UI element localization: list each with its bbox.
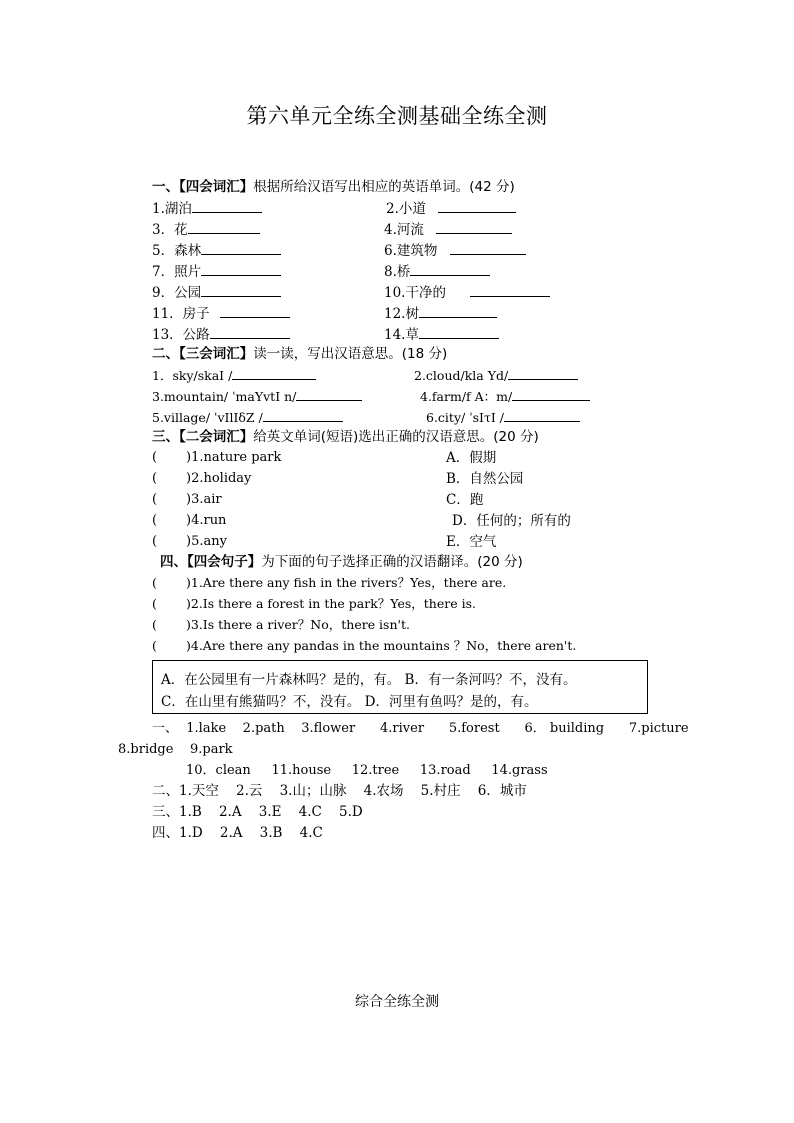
section2-instructions: 读一读，写出汉语意思。(18 分) bbox=[253, 346, 448, 362]
section4-heading bbox=[160, 553, 523, 571]
answers-line-1: 一、 1.lake 2.path 3.flower 4.river 5.forest 6． building 7.picture bbox=[152, 721, 689, 736]
s3-item-2[interactable]: ( )2.holiday bbox=[152, 471, 252, 486]
s3-item-1[interactable]: ( )1.nature park bbox=[152, 450, 282, 465]
section2-tag: 【三会词汇】 bbox=[179, 346, 254, 362]
s3-option-b: B．自然公园 bbox=[446, 471, 524, 487]
answer-blank[interactable] bbox=[438, 199, 516, 213]
answer-blank[interactable] bbox=[201, 283, 281, 297]
answers-line-3: 10．clean 11.house 12.tree 13.road 14.grass bbox=[186, 763, 548, 778]
s3-item-4[interactable]: ( )4.run bbox=[152, 513, 227, 528]
answer-blank[interactable] bbox=[192, 199, 262, 213]
answer-blank[interactable] bbox=[504, 408, 580, 422]
s4-item-2[interactable]: ( )2.Is there a forest in the park？Yes，there is. bbox=[152, 596, 476, 611]
s3-option-a: A．假期 bbox=[446, 450, 497, 466]
section4-instructions: 为下面的句子选择正确的汉语翻译。(20 分) bbox=[261, 554, 523, 570]
s2-item-5: 5.village/ ˈvIlIδZ / bbox=[152, 408, 343, 427]
s1-item-5: 5．森林 bbox=[152, 241, 281, 260]
s3-option-e: E．空气 bbox=[446, 534, 497, 550]
section3-tag: 【二会词汇】 bbox=[179, 429, 254, 445]
answer-blank[interactable] bbox=[419, 304, 497, 318]
answer-blank[interactable] bbox=[508, 366, 578, 380]
section2-heading bbox=[152, 345, 447, 363]
s4-item-3[interactable]: ( )3.Is there a river？No，there isn't. bbox=[152, 617, 410, 632]
answers-line-2: 8.bridge 9.park bbox=[118, 742, 233, 757]
s3-option-c: C．跑 bbox=[446, 492, 484, 508]
section1-heading bbox=[152, 178, 515, 196]
section1-instructions: 根据所给汉语写出相应的英语单词。(42 分) bbox=[253, 179, 515, 195]
s1-item-6: 6.建筑物 bbox=[384, 241, 526, 260]
answer-blank[interactable] bbox=[296, 387, 362, 401]
s1-item-7: 7．照片 bbox=[152, 262, 281, 281]
s1-item-13: 13．公路 bbox=[152, 325, 290, 344]
answer-blank[interactable] bbox=[410, 262, 490, 276]
s1-item-4: 4.河流 bbox=[384, 220, 512, 239]
s1-item-3: 3．花 bbox=[152, 220, 260, 239]
s2-item-1: 1．sky/skaI / bbox=[152, 366, 316, 385]
s2-item-4: 4.farm/f A：m/ bbox=[420, 387, 590, 406]
answer-blank[interactable] bbox=[201, 241, 281, 255]
answer-blank[interactable] bbox=[450, 241, 526, 255]
s4-item-4[interactable]: ( )4.Are there any pandas in the mountains ？No，there aren't. bbox=[152, 638, 577, 653]
options-box bbox=[152, 660, 648, 714]
options-row-1: A．在公园里有一片森林吗？是的，有。 B．有一条河吗？不，没有。 bbox=[161, 672, 577, 688]
s1-item-10: 10.干净的 bbox=[384, 283, 550, 302]
s3-item-3[interactable]: ( )3.air bbox=[152, 492, 222, 507]
answer-blank[interactable] bbox=[419, 325, 499, 339]
s2-item-6: 6.city/ ˈsIτI / bbox=[426, 408, 580, 427]
answer-blank[interactable] bbox=[470, 283, 550, 297]
answer-blank[interactable] bbox=[512, 387, 590, 401]
footer-title: 综合全练全测 bbox=[355, 994, 439, 1010]
section4-prefix: 四、 bbox=[160, 554, 187, 570]
s1-item-12: 12.树 bbox=[384, 304, 497, 323]
s1-item-2: 2.小道 bbox=[386, 199, 516, 218]
s3-option-d: D．任何的；所有的 bbox=[452, 513, 571, 529]
section3-instructions: 给英文单词(短语)选出正确的汉语意思。(20 分) bbox=[253, 429, 539, 445]
s2-item-2: 2.cloud/kla Yd/ bbox=[414, 366, 578, 385]
answers-line-4: 二、1.天空 2.云 3.山；山脉 4.农场 5.村庄 6．城市 bbox=[152, 783, 527, 799]
s2-item-3: 3.mountain/ ˈmaYvtI n/ bbox=[152, 387, 362, 406]
section3-prefix: 三、 bbox=[152, 429, 179, 445]
s1-item-1: 1.湖泊 bbox=[152, 199, 262, 218]
answer-blank[interactable] bbox=[210, 325, 290, 339]
answer-blank[interactable] bbox=[263, 408, 343, 422]
answers-line-5: 三、1.B 2.A 3.E 4.C 5.D bbox=[152, 804, 363, 820]
answer-blank[interactable] bbox=[220, 304, 290, 318]
section1-prefix: 一、 bbox=[152, 179, 179, 195]
page-title: 第六单元全练全测基础全练全测 bbox=[246, 104, 548, 128]
s1-item-9: 9．公园 bbox=[152, 283, 281, 302]
s1-item-11: 11．房子 bbox=[152, 304, 290, 323]
section3-heading bbox=[152, 428, 539, 446]
answer-blank[interactable] bbox=[201, 262, 281, 276]
s1-item-14: 14.草 bbox=[384, 325, 499, 344]
answers-line-6: 四、1.D 2.A 3.B 4.C bbox=[152, 825, 323, 841]
s4-item-1[interactable]: ( )1.Are there any fish in the rivers？Yes，there are. bbox=[152, 575, 507, 590]
section4-tag: 【四会句子】 bbox=[187, 554, 262, 570]
answer-blank[interactable] bbox=[232, 366, 316, 380]
s3-item-5[interactable]: ( )5.any bbox=[152, 534, 227, 549]
answer-blank[interactable] bbox=[436, 220, 512, 234]
section2-prefix: 二、 bbox=[152, 346, 179, 362]
section1-tag: 【四会词汇】 bbox=[179, 179, 254, 195]
answer-blank[interactable] bbox=[188, 220, 260, 234]
options-row-2: C．在山里有熊猫吗？不，没有。 D．河里有鱼吗？是的，有。 bbox=[161, 694, 538, 710]
s1-item-8: 8.桥 bbox=[384, 262, 490, 281]
